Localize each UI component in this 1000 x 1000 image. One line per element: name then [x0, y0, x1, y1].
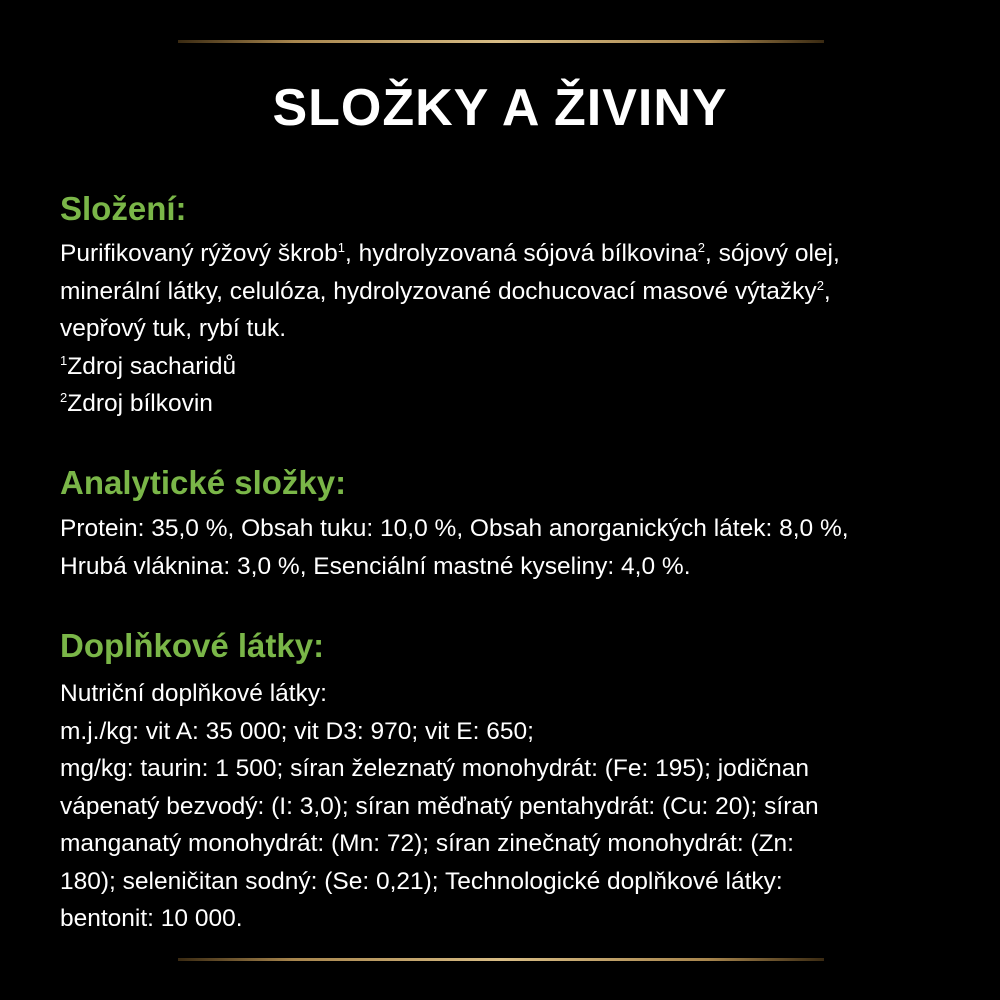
composition-heading: Složení: [60, 190, 187, 227]
footnote-marker: 2 [816, 277, 824, 293]
footnote-marker: 1 [337, 240, 345, 255]
analytical-line-1: Protein: 35,0 %, Obsah tuku: 10,0 %, Obsah anorganických látek: 8,0 %, [60, 515, 849, 542]
composition-text [60, 235, 960, 423]
additives-line: mg/kg: taurin: 1 500; síran železnatý monohydrát: (Fe: 195); jodičnan [60, 755, 810, 782]
page-title: SLOŽKY A ŽIVINY [272, 79, 728, 137]
additives-line: vápenatý bezvodý: (I: 3,0); síran měďnatý pentahydrát: (Cu: 20); síran [60, 792, 819, 820]
footnote-marker: 2 [60, 390, 68, 405]
additives-heading: Doplňkové látky: [60, 627, 325, 664]
additives-text [60, 675, 960, 938]
footnote-1: $^1$Zdroj sacharidů [60, 352, 237, 380]
analytical-line-2: Hrubá vláknina: 3,0 %, Esenciální mastné kyseliny: 4,0 %. [60, 552, 691, 580]
additives-line: bentonit: 10 000. [60, 905, 243, 932]
additives-line: manganatý monohydrát: (Mn: 72); síran zinečnatý monohydrát: (Zn: [60, 830, 794, 857]
analytical-text [60, 510, 960, 585]
additives-line: Nutriční doplňkové látky: [60, 680, 327, 707]
composition-line-1: Purifikovaný rýžový škrob$^1$, hydrolyzovaná sójová bílkovina$^2$, sójový olej, [60, 240, 840, 267]
bottom-gold-divider [178, 958, 824, 961]
additives-line: 180); seleničitan sodný: (Se: 0,21); Technologické doplňkové látky: [60, 867, 783, 895]
analytical-heading: Analytické složky: [60, 464, 347, 501]
additives-line: m.j./kg: vit A: 35 000; vit D3: 970; vit E: 650; [60, 717, 534, 745]
composition-line-2: minerální látky, celulóza, hydrolyzované dochucovací masové výtažky$^2$, [60, 277, 831, 305]
composition-line-3: vepřový tuk, rybí tuk. [60, 315, 287, 342]
footnote-2: $^2$Zdroj bílkovin [60, 390, 213, 417]
footnote-marker: 1 [60, 352, 68, 368]
footnote-marker: 2 [697, 240, 705, 255]
top-gold-divider [178, 40, 824, 43]
